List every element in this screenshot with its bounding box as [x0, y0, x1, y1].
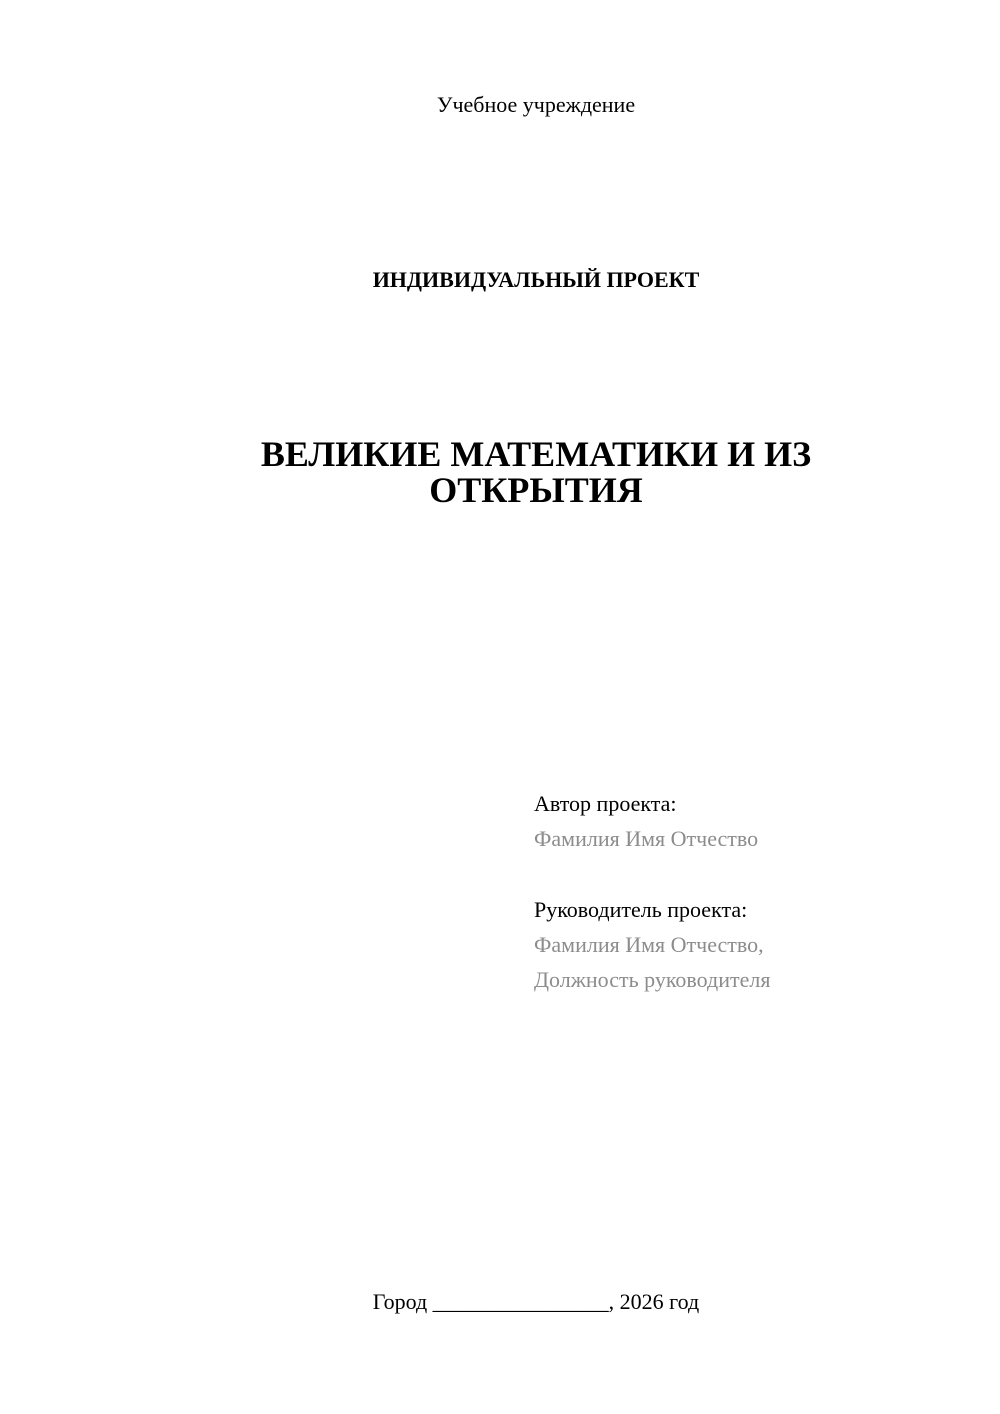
supervisor-position: Должность руководителя	[534, 967, 771, 992]
supervisor-label: Руководитель проекта:	[534, 897, 748, 922]
project-title-line-1: ВЕЛИКИЕ МАТЕМАТИКИ И ИЗ	[260, 434, 812, 474]
supervisor-block	[534, 892, 974, 997]
institution-name: Учебное учреждение	[436, 92, 636, 117]
project-title-line-2: ОТКРЫТИЯ	[429, 470, 643, 510]
author-block	[534, 786, 974, 856]
author-label: Автор проекта:	[534, 791, 677, 816]
city-label: Город	[372, 1289, 433, 1314]
footer-city-year	[0, 1288, 1000, 1316]
supervisor-name: Фамилия Имя Отчество,	[534, 932, 764, 957]
project-title	[0, 436, 1000, 508]
author-name: Фамилия Имя Отчество	[534, 826, 759, 851]
project-type-heading: ИНДИВИДУАЛЬНЫЙ ПРОЕКТ	[372, 267, 700, 292]
city-blank-line: ________________	[432, 1289, 609, 1314]
year-text: , 2026 год	[608, 1289, 700, 1314]
